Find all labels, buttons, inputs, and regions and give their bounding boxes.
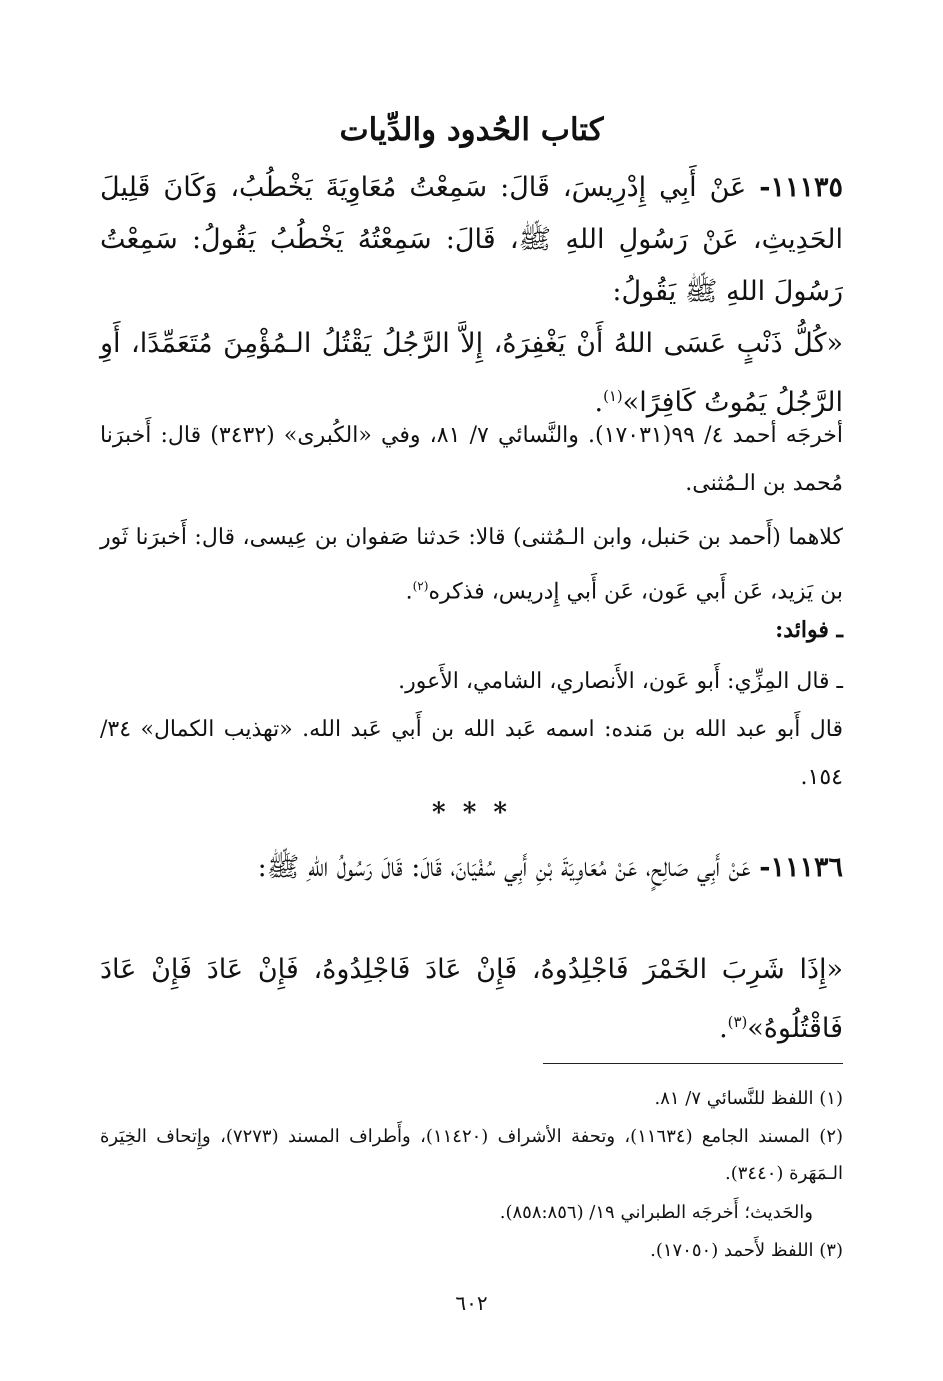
matn-text: «إِذَا شَرِبَ الخَمْرَ فَاجْلِدُوهُ، فَإِنْ عَادَ فَاجْلِدُوهُ، فَإِنْ عَادَ فَإِنْ عَادَ فَاقْتُلُوهُ» bbox=[100, 954, 843, 1044]
footnote-3: (٣) اللفظ لأَحمد (١٧٠٥٠). bbox=[650, 1240, 843, 1261]
section-separator: * * * bbox=[432, 798, 511, 828]
takhrij-paragraph-1: أخرجَه أحمد ٤/ ٩٩(١٧٠٣١). والنَّسائي ٧/ ٨١، وفي «الكُبرى» (٣٤٣٢) قال: أَخبرَنا مُحمد بن الـمُثنى. bbox=[100, 423, 843, 496]
hadith-11136-isnad bbox=[100, 842, 843, 894]
fawaid-note-2: قال أَبو عبد الله بن مَنده: اسمه عَبد الله بن أَبي عَبد الله. «تهذيب الكمال» ٣٤/ ١٥٤. bbox=[100, 717, 843, 790]
footnote-ref-1[interactable]: (١) bbox=[603, 387, 623, 405]
takhrij-text: كلاهما (أَحمد بن حَنبل، وابن الـمُثنى) قالا: حَدثنا صَفوان بن عِيسى، قال: أَخبرَنا ثَور بن يَزيد، عَن أَبي عَون، عَن أَبي إِدريس، فذكره bbox=[100, 525, 843, 605]
hadith-11136-matn: «إِذَا شَرِبَ الخَمْرَ فَاجْلِدُوهُ، فَإِنْ عَادَ فَاجْلِدُوهُ، فَإِنْ عَادَ فَإِنْ عَادَ فَاقْتُلُوهُ»$^{(٣)}$. bbox=[100, 954, 843, 1044]
footnote-ref-3[interactable]: (٣) bbox=[727, 1013, 748, 1031]
matn-text: «كُلُّ ذَنْبٍ عَسَى اللهُ أَنْ يَغْفِرَهُ، إِلاَّ الرَّجُلُ يَقْتُلُ الـمُؤْمِنَ مُتَعَمِّدًا، أَوِ الرَّجُلُ يَمُوتُ كَافِرًا» bbox=[100, 328, 843, 418]
hadith-isnad-text: عَنْ أَبِي صَالِحٍ، عَنْ مُعَاوِيَةَ بْنِ أَبِي سُفْيَانَ، قَالَ: قَالَ رَسُولُ اللهِ ﷺ: bbox=[257, 852, 751, 883]
page-number: ٦٠٢ bbox=[455, 1291, 488, 1315]
footnote-2-continuation: والحَديث؛ أَخرجَه الطبراني ١٩/ (٨٥٨:٨٥٦). bbox=[499, 1202, 813, 1223]
fawaid-heading: ـ فوائد: bbox=[775, 617, 843, 643]
hadith-number: ١١١٣٥- bbox=[759, 172, 843, 203]
chapter-title: كتاب الحُدود والدِّيات bbox=[339, 112, 604, 148]
footnote-1: (١) اللفظ للنَّسائي ٧/ ٨١. bbox=[654, 1088, 843, 1109]
footnote-divider bbox=[543, 1063, 843, 1064]
hadith-isnad-text: عَنْ أَبِي إِدْرِيسَ، قَالَ: سَمِعْتُ مُعَاوِيَةَ يَخْطُبُ، وَكَانَ قَلِيلَ الحَدِيثِ، عَنْ رَسُولِ اللهِ ﷺ، قَالَ: سَمِعْتُهُ يَخْطُبُ يَقُولُ: سَمِعْتُ رَسُولَ اللهِ ﷺ يَقُولُ: bbox=[100, 172, 843, 307]
footnote-ref-2[interactable]: (٢) bbox=[412, 579, 429, 593]
takhrij-paragraph-2: كلاهما (أَحمد بن حَنبل، وابن الـمُثنى) قالا: حَدثنا صَفوان بن عِيسى، قال: أَخبرَنا ثَور بن يَزيد، عَن أَبي عَون، عَن أَبي إِدريس، فذكره$^{(٢)}$. bbox=[100, 525, 843, 605]
hadith-number: ١١١٣٦- bbox=[759, 852, 843, 883]
hadith-11135-matn: «كُلُّ ذَنْبٍ عَسَى اللهُ أَنْ يَغْفِرَهُ، إِلاَّ الرَّجُلُ يَقْتُلُ الـمُؤْمِنَ مُتَعَمِّدًا، أَوِ الرَّجُلُ يَمُوتُ كَافِرًا»$^{(١)}$. bbox=[100, 328, 843, 418]
fawaid-note-1: ـ قال المِزِّي: أَبو عَون، الأَنصاري، الشامي، الأَعور. bbox=[398, 669, 843, 694]
footnote-2: (٢) المسند الجامع (١١٦٣٤)، وتحفة الأشراف (١١٤٢٠)، وأَطراف المسند (٧٢٧٣)، وإِتحاف الخِيَرة الـمَهَرة (٣٤٤٠). bbox=[100, 1126, 844, 1184]
hadith-11135-isnad bbox=[100, 162, 843, 318]
